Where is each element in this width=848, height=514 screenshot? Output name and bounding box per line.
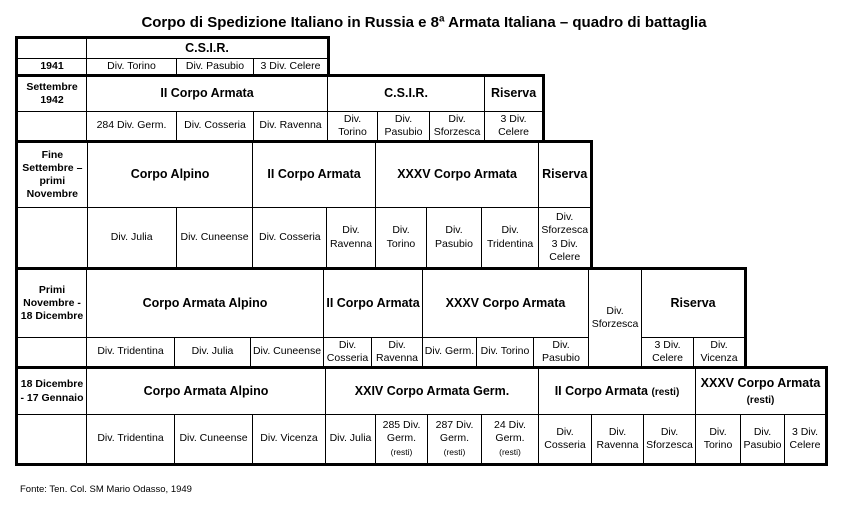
- corps-header: II Corpo Armata: [324, 269, 423, 338]
- division-cell: Div. Cosseria: [539, 415, 592, 465]
- corps-header: [539, 368, 696, 415]
- division-cell: Div. Vicenza: [694, 338, 746, 368]
- division-cell: Div. Julia: [87, 208, 176, 269]
- division-cell: Div. Ravenna: [372, 338, 423, 368]
- division-cell: Div. Cuneense: [251, 338, 324, 368]
- corps-header: Riserva: [539, 142, 592, 208]
- corps-header: C.S.I.R.: [87, 38, 329, 59]
- division-cell: 284 Div. Germ.: [87, 112, 177, 142]
- period-label: 18 Dicembre - 17 Gennaio: [17, 368, 87, 415]
- corps-header: XXXV Corpo Armata: [375, 142, 539, 208]
- division-cell: Div. Torino: [87, 59, 177, 76]
- division-cell: Div. Julia: [326, 415, 376, 465]
- period-spacer: [17, 415, 87, 465]
- division-cell: Div. Pasubio: [741, 415, 785, 465]
- division-note: (resti): [443, 446, 466, 457]
- period-block-primi-novembre: [15, 267, 747, 369]
- division-cell: Div. Tridentina: [87, 338, 175, 368]
- division-cell: Div. Germ.: [423, 338, 477, 368]
- corps-header: Corpo Armata Alpino: [87, 368, 326, 415]
- reserve-division-cell: Div. Sforzesca: [589, 269, 642, 368]
- division-name: 24 Div. Germ.: [494, 419, 526, 445]
- division-name: 285 Div. Germ.: [382, 419, 421, 445]
- period-spacer: [17, 38, 87, 59]
- corps-header: C.S.I.R.: [328, 76, 485, 112]
- division-cell: 3 Div. Celere: [254, 59, 329, 76]
- source-note: Fonte: Ten. Col. SM Mario Odasso, 1949: [20, 484, 192, 495]
- division-note: (resti): [390, 446, 413, 457]
- division-cell: Div. Pasubio: [427, 208, 482, 269]
- corps-header: Riserva: [485, 76, 544, 112]
- division-cell: [428, 415, 482, 465]
- period-block-settembre-1942: [15, 74, 545, 143]
- division-note: (resti): [499, 446, 521, 457]
- period-block-18-dicembre: [15, 366, 828, 466]
- division-cell: Div. Cuneense: [176, 208, 253, 269]
- corps-header: II Corpo Armata: [87, 76, 328, 112]
- period-spacer: [17, 338, 87, 368]
- division-cell: Div. Torino: [375, 208, 427, 269]
- division-cell: Div. Ravenna: [327, 208, 376, 269]
- division-cell: 3 Div. Celere: [642, 338, 694, 368]
- division-cell: Div. Pasubio: [534, 338, 589, 368]
- division-cell: 3 Div. Celere: [785, 415, 827, 465]
- division-cell: Div. Pasubio: [378, 112, 430, 142]
- page-title: Corpo di Spedizione Italiano in Russia e 8ª Armata Italiana – quadro di battaglia: [141, 14, 707, 31]
- division-cell: Div. Cosseria: [253, 208, 327, 269]
- corps-header-name: XXXV Corpo Armata: [700, 375, 821, 390]
- division-cell: [482, 415, 539, 465]
- division-cell: Div. Sforzesca 3 Div. Celere: [539, 208, 592, 269]
- division-cell: Div. Sforzesca: [430, 112, 485, 142]
- corps-header: Corpo Alpino: [87, 142, 253, 208]
- division-name: 287 Div. Germ.: [435, 419, 474, 445]
- division-cell: Div. Julia: [175, 338, 251, 368]
- period-block-fine-settembre: [15, 140, 593, 270]
- corps-header: [696, 368, 827, 415]
- division-cell: Div. Torino: [477, 338, 534, 368]
- corps-header-note: (resti): [651, 386, 680, 398]
- period-label: Settembre 1942: [17, 76, 87, 112]
- division-cell: Div. Torino: [328, 112, 378, 142]
- period-spacer: [17, 112, 87, 142]
- corps-header: Riserva: [642, 269, 746, 338]
- division-cell: Div. Torino: [696, 415, 741, 465]
- division-cell: Div. Ravenna: [254, 112, 328, 142]
- division-cell: Div. Cosseria: [324, 338, 372, 368]
- division-cell: Div. Cosseria: [177, 112, 254, 142]
- division-cell: Div. Tridentina: [481, 208, 539, 269]
- period-block-1941: [15, 36, 330, 77]
- division-cell: 3 Div. Celere: [485, 112, 544, 142]
- corps-header-note: (resti): [746, 394, 775, 406]
- division-cell: Div. Pasubio: [177, 59, 254, 76]
- division-cell: Div. Vicenza: [253, 415, 326, 465]
- period-spacer: [17, 208, 88, 269]
- division-cell: Div. Ravenna: [592, 415, 644, 465]
- period-label: Primi Novembre - 18 Dicembre: [17, 269, 87, 338]
- corps-header: II Corpo Armata: [253, 142, 375, 208]
- division-cell: Div. Tridentina: [87, 415, 175, 465]
- corps-header: Corpo Armata Alpino: [87, 269, 324, 338]
- corps-header: XXXV Corpo Armata: [423, 269, 589, 338]
- period-label: Fine Settembre – primi Novembre: [17, 142, 88, 208]
- corps-header: XXIV Corpo Armata Germ.: [326, 368, 539, 415]
- division-cell: Div. Sforzesca: [644, 415, 696, 465]
- division-cell: Div. Cuneense: [175, 415, 253, 465]
- period-label: 1941: [17, 59, 87, 76]
- division-cell: [376, 415, 428, 465]
- corps-header-name: II Corpo Armata: [554, 383, 649, 398]
